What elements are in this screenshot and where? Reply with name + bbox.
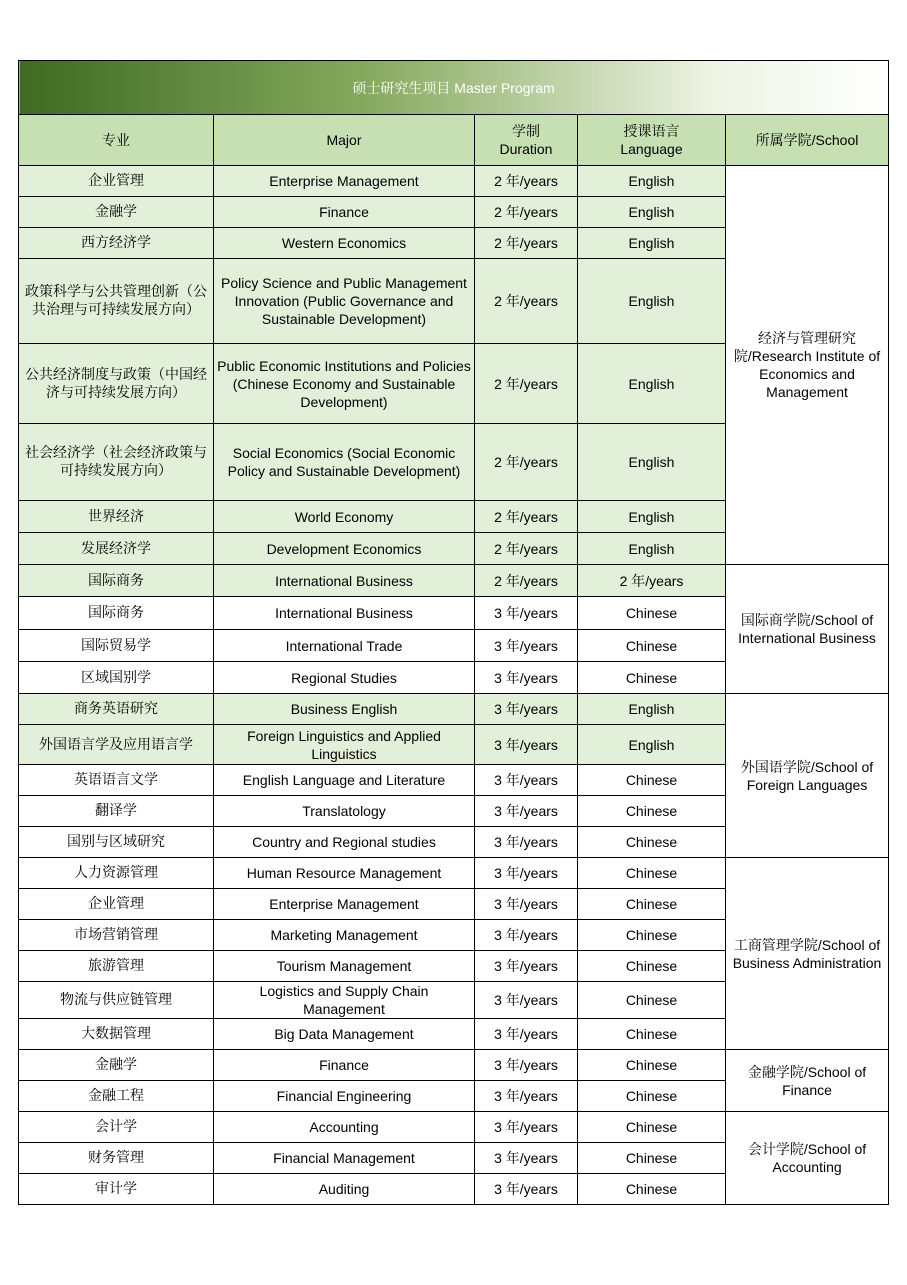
major-zh-cell: 大数据管理 — [19, 1019, 214, 1050]
major-en-cell: Big Data Management — [214, 1019, 475, 1050]
language-cell: English — [578, 166, 726, 197]
language-cell: Chinese — [578, 1019, 726, 1050]
language-cell: Chinese — [578, 1112, 726, 1143]
major-zh-cell: 金融学 — [19, 197, 214, 228]
language-cell: Chinese — [578, 1050, 726, 1081]
duration-cell: 3 年/years — [475, 694, 578, 725]
major-zh-cell: 金融工程 — [19, 1081, 214, 1112]
duration-cell: 3 年/years — [475, 796, 578, 827]
language-cell: Chinese — [578, 889, 726, 920]
major-en-cell: Policy Science and Public Management Innovation (Public Governance and Sustainable Development) — [214, 259, 475, 344]
major-en-cell: Development Economics — [214, 533, 475, 565]
language-cell: Chinese — [578, 796, 726, 827]
language-cell: 2 年/years — [578, 565, 726, 597]
duration-cell: 2 年/years — [475, 424, 578, 501]
major-en-cell: Logistics and Supply Chain Management — [214, 982, 475, 1019]
language-cell: Chinese — [578, 662, 726, 694]
duration-cell: 3 年/years — [475, 858, 578, 889]
table-title: 硕士研究生项目 Master Program — [19, 61, 889, 115]
language-cell: English — [578, 344, 726, 424]
school-cell: 会计学院/School of Accounting — [726, 1112, 889, 1205]
header-duration-en: Duration — [499, 141, 553, 157]
language-cell: Chinese — [578, 1081, 726, 1112]
major-zh-cell: 国际贸易学 — [19, 630, 214, 662]
school-cell: 经济与管理研究院/Research Institute of Economics and Management — [726, 166, 889, 565]
duration-cell: 3 年/years — [475, 630, 578, 662]
major-en-cell: Western Economics — [214, 228, 475, 259]
duration-cell: 3 年/years — [475, 1112, 578, 1143]
header-duration — [475, 115, 578, 166]
major-en-cell: Human Resource Management — [214, 858, 475, 889]
header-school: 所属学院/School — [726, 115, 889, 166]
duration-cell: 3 年/years — [475, 889, 578, 920]
major-en-cell: Regional Studies — [214, 662, 475, 694]
major-zh-cell: 旅游管理 — [19, 951, 214, 982]
major-zh-cell: 财务管理 — [19, 1143, 214, 1174]
major-en-cell: English Language and Literature — [214, 765, 475, 796]
table-row — [19, 1112, 889, 1143]
major-en-cell: Social Economics (Social Economic Policy and Sustainable Development) — [214, 424, 475, 501]
language-cell: English — [578, 228, 726, 259]
language-cell: Chinese — [578, 630, 726, 662]
language-cell: English — [578, 259, 726, 344]
major-en-cell: Finance — [214, 1050, 475, 1081]
duration-cell: 3 年/years — [475, 951, 578, 982]
major-zh-cell: 区域国别学 — [19, 662, 214, 694]
major-en-cell: Auditing — [214, 1174, 475, 1205]
table-row — [19, 694, 889, 725]
language-cell: English — [578, 424, 726, 501]
duration-cell: 3 年/years — [475, 662, 578, 694]
duration-cell: 3 年/years — [475, 597, 578, 630]
school-cell: 国际商学院/School of International Business — [726, 565, 889, 694]
major-zh-cell: 公共经济制度与政策（中国经济与可持续发展方向） — [19, 344, 214, 424]
major-en-cell: Financial Management — [214, 1143, 475, 1174]
language-cell: English — [578, 694, 726, 725]
language-cell: English — [578, 725, 726, 765]
duration-cell: 3 年/years — [475, 765, 578, 796]
duration-cell: 2 年/years — [475, 501, 578, 533]
language-cell: Chinese — [578, 951, 726, 982]
header-language — [578, 115, 726, 166]
major-zh-cell: 外国语言学及应用语言学 — [19, 725, 214, 765]
major-en-cell: Country and Regional studies — [214, 827, 475, 858]
major-en-cell: Marketing Management — [214, 920, 475, 951]
school-cell: 工商管理学院/School of Business Administration — [726, 858, 889, 1050]
major-en-cell: Tourism Management — [214, 951, 475, 982]
header-major: Major — [214, 115, 475, 166]
major-zh-cell: 企业管理 — [19, 166, 214, 197]
table-row — [19, 858, 889, 889]
major-en-cell: International Business — [214, 597, 475, 630]
major-zh-cell: 人力资源管理 — [19, 858, 214, 889]
duration-cell: 2 年/years — [475, 197, 578, 228]
major-en-cell: Accounting — [214, 1112, 475, 1143]
duration-cell: 3 年/years — [475, 1174, 578, 1205]
major-zh-cell: 翻译学 — [19, 796, 214, 827]
duration-cell: 2 年/years — [475, 259, 578, 344]
major-zh-cell: 政策科学与公共管理创新（公共治理与可持续发展方向） — [19, 259, 214, 344]
major-en-cell: Finance — [214, 197, 475, 228]
language-cell: Chinese — [578, 858, 726, 889]
school-cell: 金融学院/School of Finance — [726, 1050, 889, 1112]
master-program-table — [18, 60, 889, 1205]
header-language-zh: 授课语言 — [623, 123, 680, 139]
table-row — [19, 565, 889, 597]
header-language-en: Language — [620, 141, 683, 157]
major-zh-cell: 西方经济学 — [19, 228, 214, 259]
major-zh-cell: 审计学 — [19, 1174, 214, 1205]
major-en-cell: Enterprise Management — [214, 166, 475, 197]
duration-cell: 3 年/years — [475, 1081, 578, 1112]
duration-cell: 3 年/years — [475, 1050, 578, 1081]
duration-cell: 2 年/years — [475, 533, 578, 565]
language-cell: Chinese — [578, 1143, 726, 1174]
language-cell: Chinese — [578, 982, 726, 1019]
duration-cell: 3 年/years — [475, 982, 578, 1019]
major-zh-cell: 会计学 — [19, 1112, 214, 1143]
language-cell: English — [578, 533, 726, 565]
major-en-cell: Public Economic Institutions and Policies (Chinese Economy and Sustainable Development) — [214, 344, 475, 424]
language-cell: English — [578, 197, 726, 228]
major-zh-cell: 世界经济 — [19, 501, 214, 533]
header-duration-zh: 学制 — [512, 123, 540, 139]
duration-cell: 3 年/years — [475, 1019, 578, 1050]
major-zh-cell: 英语语言文学 — [19, 765, 214, 796]
major-zh-cell: 国别与区域研究 — [19, 827, 214, 858]
language-cell: Chinese — [578, 597, 726, 630]
major-zh-cell: 企业管理 — [19, 889, 214, 920]
major-zh-cell: 发展经济学 — [19, 533, 214, 565]
duration-cell: 3 年/years — [475, 725, 578, 765]
language-cell: Chinese — [578, 827, 726, 858]
duration-cell: 2 年/years — [475, 565, 578, 597]
language-cell: Chinese — [578, 765, 726, 796]
major-en-cell: Foreign Linguistics and Applied Linguistics — [214, 725, 475, 765]
duration-cell: 2 年/years — [475, 344, 578, 424]
table-row — [19, 166, 889, 197]
major-zh-cell: 物流与供应链管理 — [19, 982, 214, 1019]
major-zh-cell: 国际商务 — [19, 565, 214, 597]
major-en-cell: Enterprise Management — [214, 889, 475, 920]
major-en-cell: International Trade — [214, 630, 475, 662]
major-zh-cell: 市场营销管理 — [19, 920, 214, 951]
major-en-cell: International Business — [214, 565, 475, 597]
duration-cell: 3 年/years — [475, 920, 578, 951]
header-zh-major: 专业 — [19, 115, 214, 166]
major-zh-cell: 金融学 — [19, 1050, 214, 1081]
major-en-cell: Business English — [214, 694, 475, 725]
school-cell: 外国语学院/School of Foreign Languages — [726, 694, 889, 858]
duration-cell: 2 年/years — [475, 166, 578, 197]
language-cell: Chinese — [578, 1174, 726, 1205]
duration-cell: 3 年/years — [475, 827, 578, 858]
duration-cell: 2 年/years — [475, 228, 578, 259]
table-row — [19, 1050, 889, 1081]
major-en-cell: World Economy — [214, 501, 475, 533]
major-en-cell: Translatology — [214, 796, 475, 827]
major-zh-cell: 国际商务 — [19, 597, 214, 630]
major-en-cell: Financial Engineering — [214, 1081, 475, 1112]
major-zh-cell: 社会经济学（社会经济政策与可持续发展方向） — [19, 424, 214, 501]
duration-cell: 3 年/years — [475, 1143, 578, 1174]
major-zh-cell: 商务英语研究 — [19, 694, 214, 725]
language-cell: English — [578, 501, 726, 533]
language-cell: Chinese — [578, 920, 726, 951]
